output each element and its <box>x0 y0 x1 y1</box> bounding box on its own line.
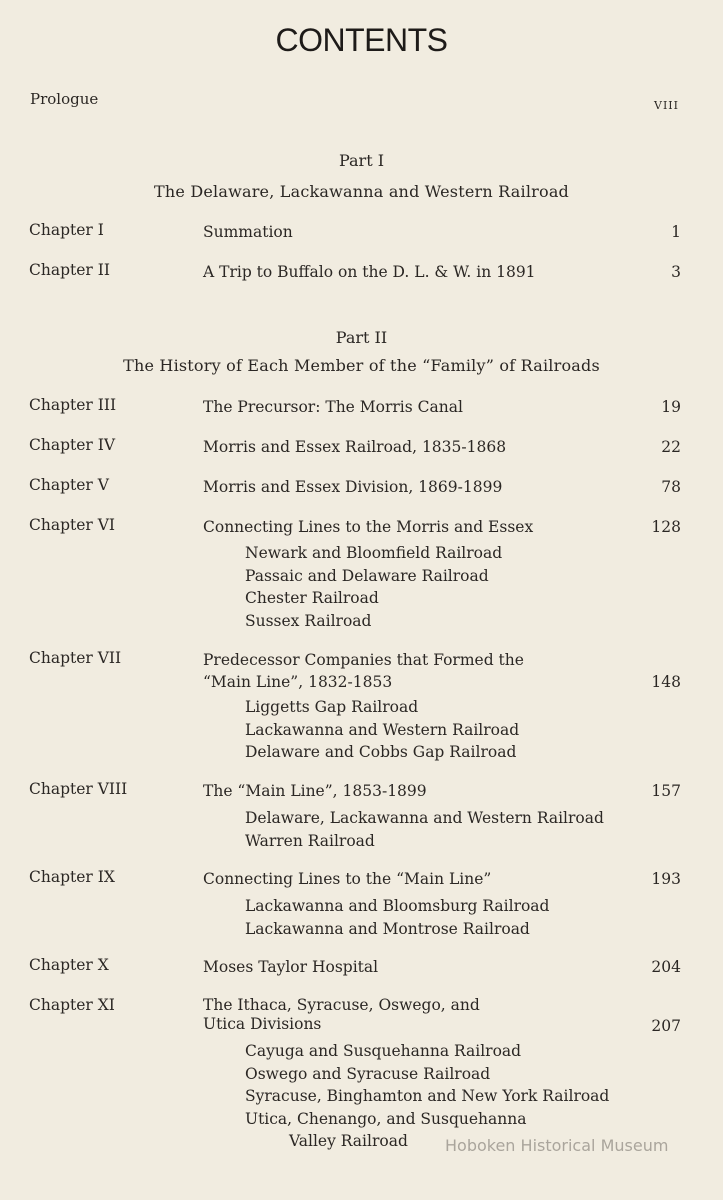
prologue-page-number: VIII <box>654 99 679 112</box>
chapter-label: Chapter I <box>29 221 104 239</box>
prologue-label: Prologue <box>30 90 99 108</box>
list-item: Oswego and Syracuse Railroad <box>245 1064 491 1083</box>
subsection-list <box>245 807 604 852</box>
chapter-label: Chapter IV <box>29 436 116 454</box>
list-item: Lackawanna and Western Railroad <box>245 720 520 739</box>
chapter-label: Chapter XI <box>29 996 115 1014</box>
chapter-title: Predecessor Companies that Formed the “Main Line”, 1832-1853 <box>203 651 524 691</box>
part-1-heading: Part I <box>338 151 385 170</box>
chapter-page-number: 157 <box>651 782 681 800</box>
part-2-heading: Part II <box>335 328 388 347</box>
chapter-title: Summation <box>203 223 293 241</box>
chapter-page-number: 1 <box>671 223 681 241</box>
chapter-title: Morris and Essex Division, 1869-1899 <box>203 478 503 496</box>
page-title: CONTENTS <box>275 22 448 58</box>
chapter-page-number: 22 <box>661 438 681 456</box>
chapter-title: The Ithaca, Syracuse, Oswego, and Utica Divisions <box>203 996 480 1033</box>
chapter-page-number: 148 <box>651 673 681 691</box>
list-item: Syracuse, Binghamton and New York Railroad <box>245 1087 610 1105</box>
chapter-label: Chapter V <box>29 476 109 494</box>
list-item: Chester Railroad <box>245 589 379 607</box>
chapter-page-number: 3 <box>671 263 681 281</box>
chapter-label: Chapter III <box>29 396 117 414</box>
list-item: Cayuga and Susquehanna Railroad <box>245 1042 522 1060</box>
list-item: Liggetts Gap Railroad <box>245 698 419 716</box>
chapter-page-number: 207 <box>651 1017 681 1035</box>
chapter-title: Connecting Lines to the Morris and Essex <box>203 518 534 536</box>
list-item: Valley Railroad <box>289 1132 408 1150</box>
chapter-page-number: 19 <box>661 398 681 416</box>
subsection-list <box>245 895 549 940</box>
chapter-title: A Trip to Buffalo on the D. L. & W. in 1891 <box>203 263 536 281</box>
part-1-subtitle: The Delaware, Lackawanna and Western Railroad <box>153 182 569 201</box>
subsection-list <box>245 542 502 632</box>
chapter-label: Chapter X <box>29 956 109 974</box>
chapter-label: Chapter VI <box>29 516 116 534</box>
chapter-title: The Precursor: The Morris Canal <box>203 398 463 416</box>
chapter-label: Chapter VII <box>29 649 122 667</box>
list-item: Warren Railroad <box>245 831 375 850</box>
part-2-subtitle: The History of Each Member of the “Family” of Railroads <box>123 356 600 375</box>
chapter-page-number: 204 <box>651 958 681 976</box>
chapter-title: Connecting Lines to the “Main Line” <box>203 870 492 888</box>
list-item: Passaic and Delaware Railroad <box>245 566 489 585</box>
chapter-label: Chapter IX <box>29 868 115 886</box>
list-item: Lackawanna and Montrose Railroad <box>245 919 530 938</box>
list-item: Utica, Chenango, and Susquehanna <box>245 1109 527 1128</box>
chapter-page-number: 78 <box>661 478 681 496</box>
list-item: Delaware and Cobbs Gap Railroad <box>245 743 517 761</box>
chapter-title: Moses Taylor Hospital <box>203 958 379 976</box>
chapter-label: Chapter II <box>29 261 110 279</box>
chapter-page-number: 128 <box>651 518 681 536</box>
watermark: Hoboken Historical Museum <box>445 1136 669 1155</box>
list-item: Delaware, Lackawanna and Western Railroad <box>245 809 604 827</box>
chapter-title: Morris and Essex Railroad, 1835-1868 <box>203 438 507 456</box>
subsection-list <box>245 696 519 764</box>
chapter-label: Chapter VIII <box>29 780 128 798</box>
list-item: Sussex Railroad <box>245 611 372 630</box>
chapter-page-number: 193 <box>651 870 681 888</box>
list-item: Newark and Bloomfield Railroad <box>245 544 503 562</box>
chapter-title: The “Main Line”, 1853-1899 <box>203 782 427 800</box>
list-item: Lackawanna and Bloomsburg Railroad <box>245 897 550 915</box>
